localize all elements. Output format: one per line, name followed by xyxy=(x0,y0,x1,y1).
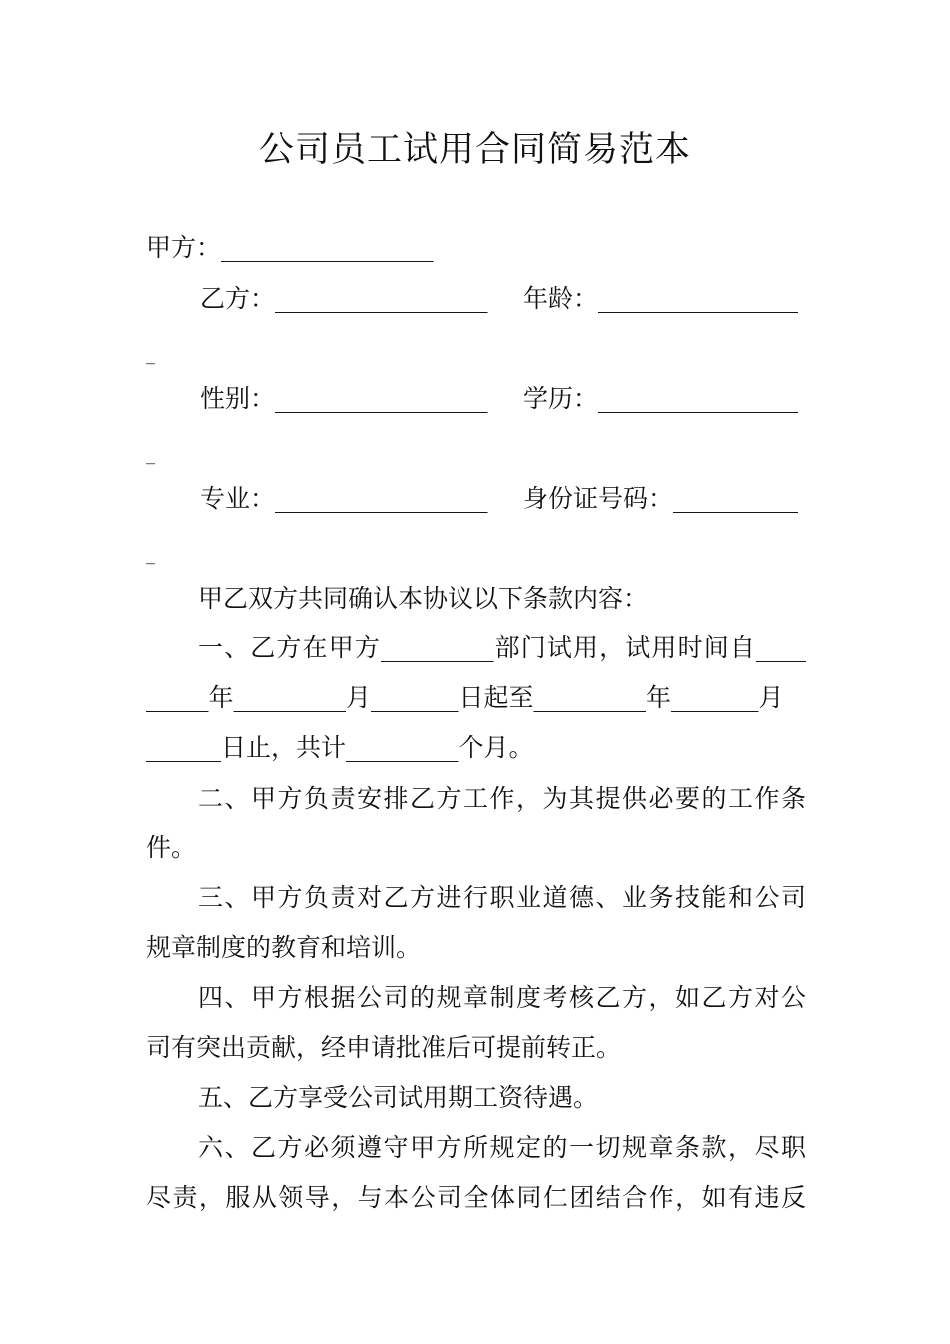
clause-4-line-2: 司有突出贡献，经申请批准后可提前转正。 xyxy=(146,1033,622,1062)
party-a-text: 甲方：_________________ xyxy=(146,233,434,262)
document-title: 公司员工试用合同简易范本 xyxy=(258,130,691,170)
clause-5-line-1: 五、乙方享受公司试用期工资待遇。 xyxy=(198,1083,599,1112)
wrap-stub: _ xyxy=(146,544,155,565)
clause-3-line-2: 规章制度的教育和培训。 xyxy=(146,933,422,962)
age-field: 年龄：________________ xyxy=(523,284,799,313)
clause-1-line-1-text: 一、乙方在甲方_________部门试用，试用时间自____ xyxy=(198,633,806,662)
clause-6-line-2: 尽责，服从领导，与本公司全体同仁团结合作，如有违反 xyxy=(146,1183,806,1212)
clause-4-line-1: 四、甲方根据公司的规章制度考核乙方，如乙方对公 xyxy=(198,983,806,1012)
clause-1-line-1 xyxy=(146,628,806,668)
party-b-field: 乙方：_________________ xyxy=(200,284,488,313)
id-number-field: 身份证号码：__________ xyxy=(523,484,799,513)
wrap-stub: _ xyxy=(146,344,155,365)
clause-2-line-1: 二、甲方负责安排乙方工作，为其提供必要的工作条 xyxy=(198,784,806,813)
party-a-field xyxy=(146,228,806,268)
clause-1-line-3: ______日止，共计_________个月。 xyxy=(146,733,534,762)
clause-1 xyxy=(146,628,806,668)
clause-2-line-2: 件。 xyxy=(146,833,197,862)
wrap-stub: _ xyxy=(146,444,155,465)
intro-paragraph: 甲乙双方共同确认本协议以下条款内容： xyxy=(198,584,649,613)
major-field: 专业：_________________ xyxy=(200,484,488,513)
clause-6-line-1: 六、乙方必须遵守甲方所规定的一切规章条款，尽职 xyxy=(198,1133,806,1162)
education-field: 学历：________________ xyxy=(523,384,799,413)
clause-1-line-2: _____年_________月_______日起至_________年_______月 xyxy=(146,683,784,712)
clause-3-line-1: 三、甲方负责对乙方进行职业道德、业务技能和公司 xyxy=(198,883,806,912)
gender-field: 性别：_________________ xyxy=(200,384,488,413)
